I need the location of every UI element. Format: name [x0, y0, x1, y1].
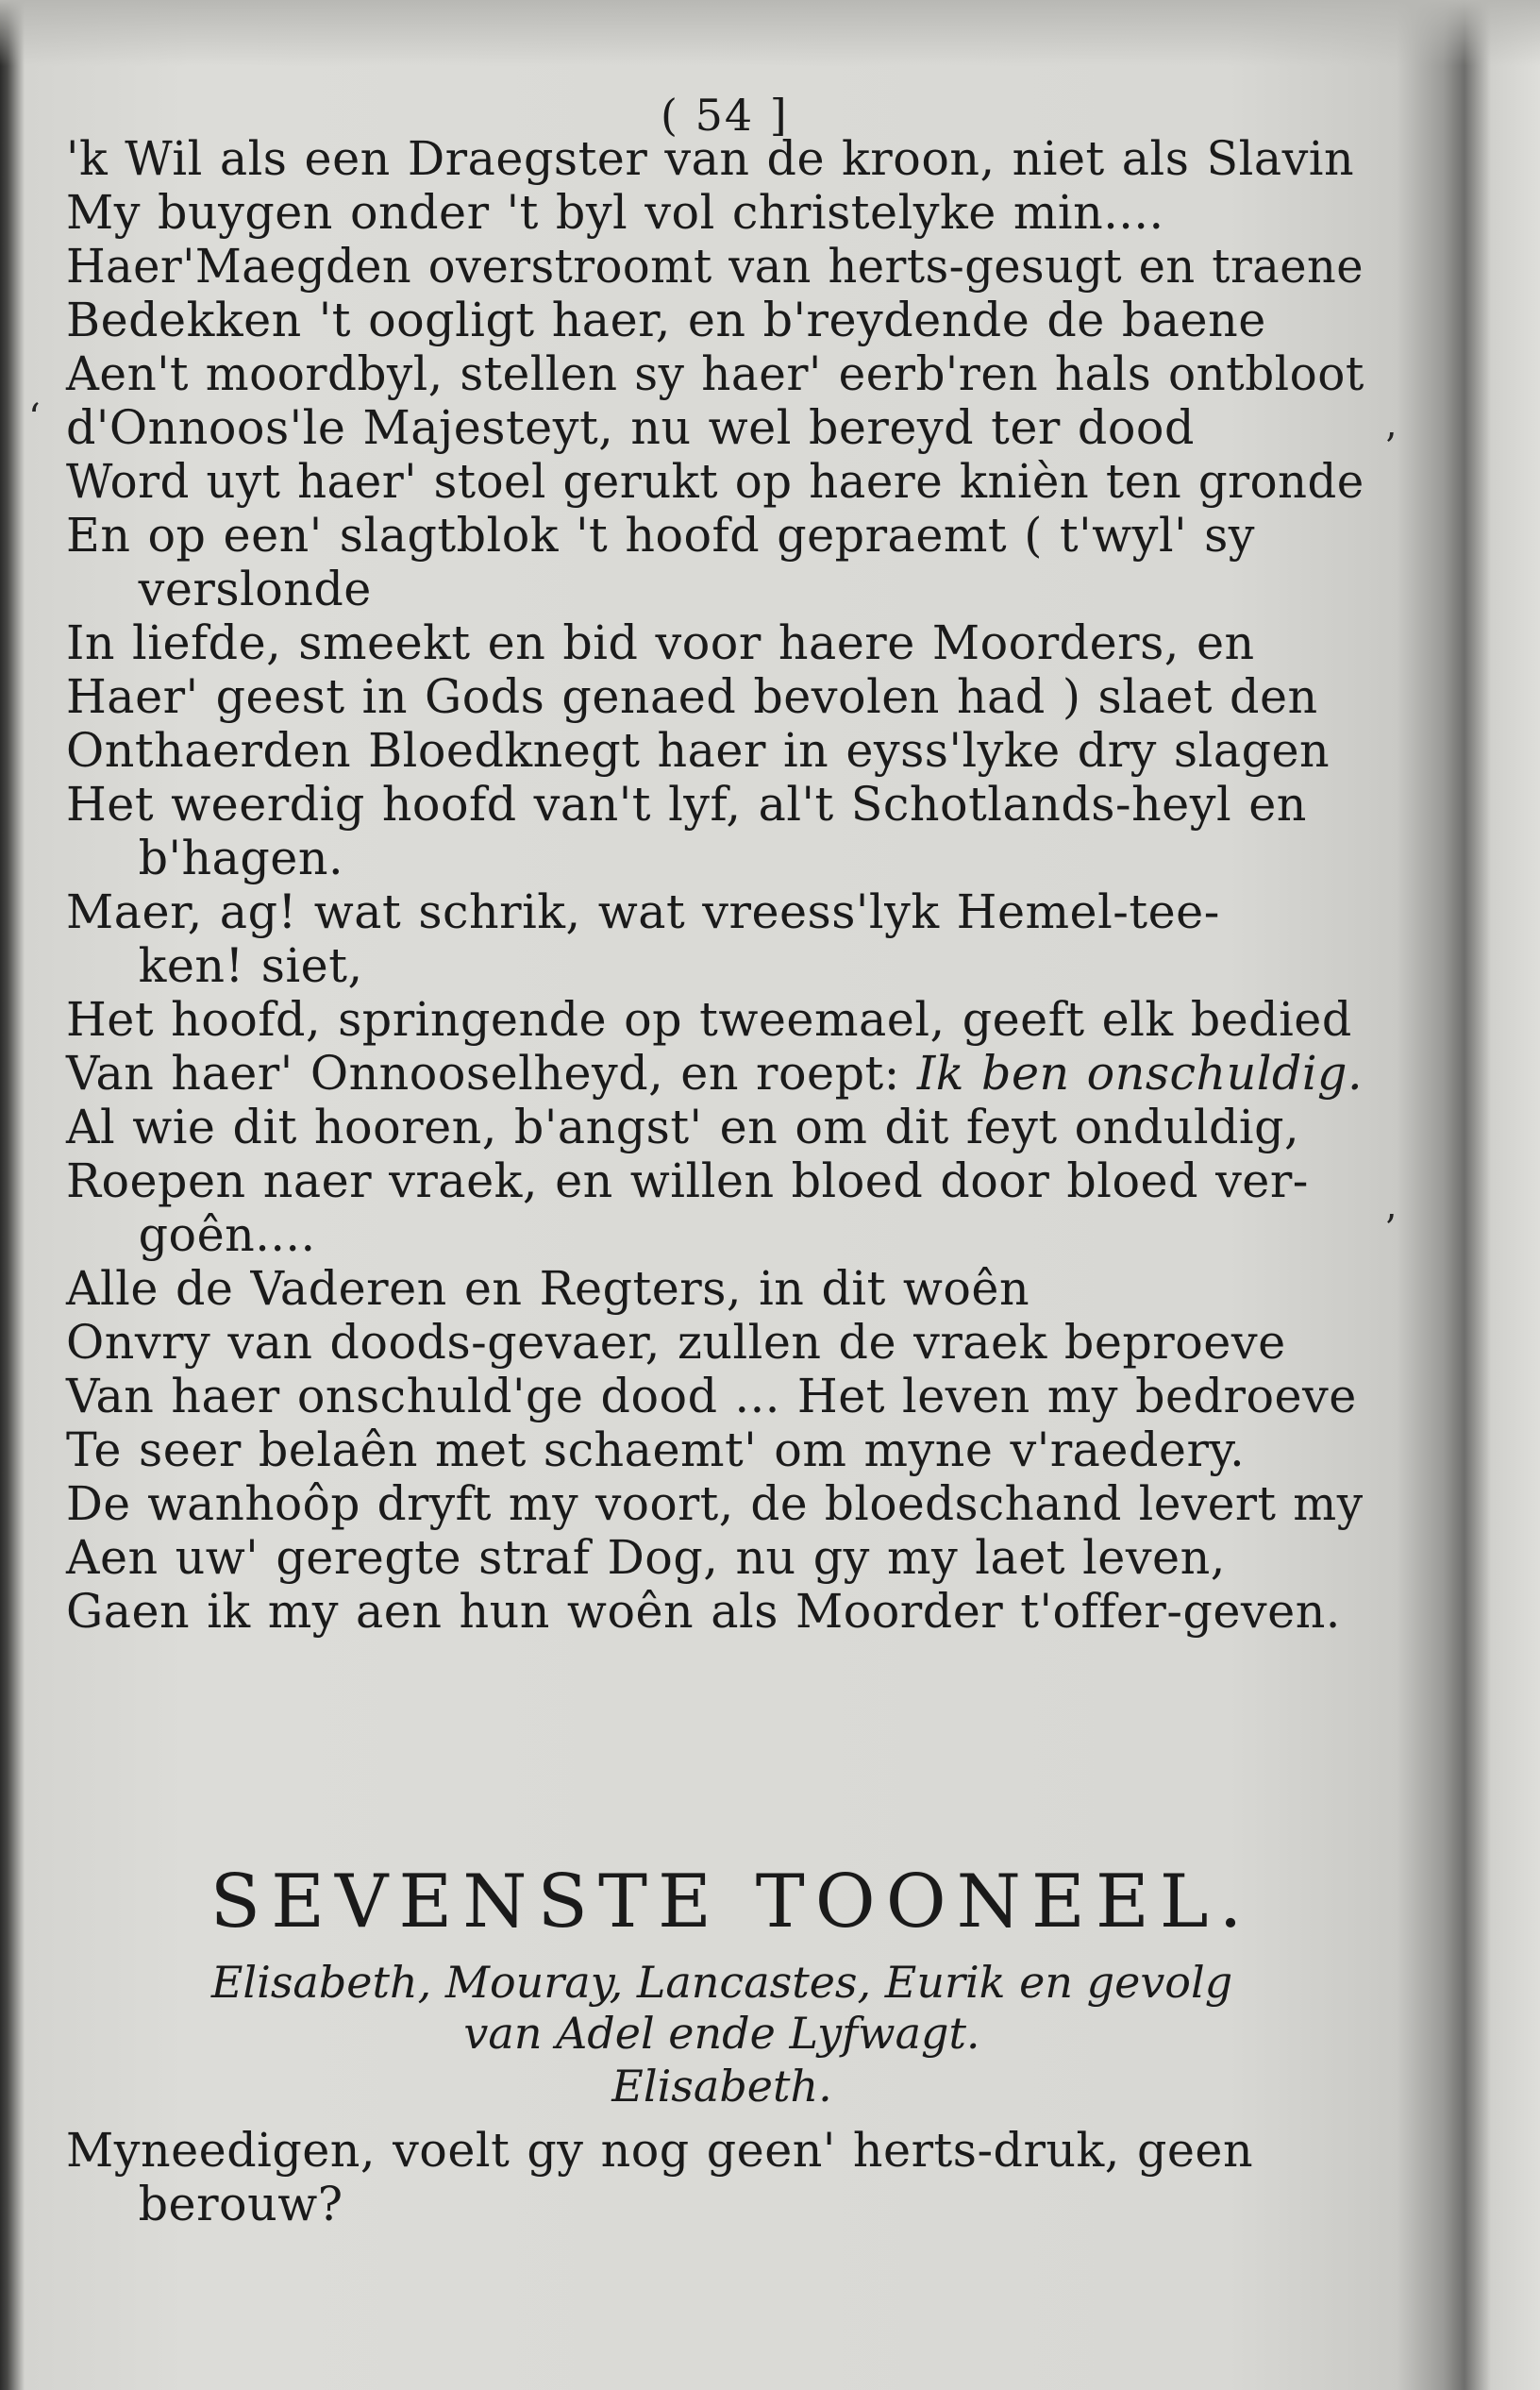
verse-line-text: 'k Wil als een Draegster van de kroon, niet als Slavin: [66, 131, 1355, 186]
verse-line: [66, 778, 1364, 832]
verse-line: [66, 724, 1364, 778]
verse-line-text: Gaen ik my aen hun woên als Moorder t'offer-geven.: [66, 1584, 1341, 1639]
speaker-name: Elisabeth.: [611, 2061, 832, 2112]
verse-line: [66, 1101, 1364, 1154]
verse-line: [66, 454, 1364, 509]
verse-line-text: Het hoofd, springende op tweemael, geeft elk bedied: [66, 992, 1352, 1047]
verse-line: [66, 401, 1364, 455]
verse-line-text: Alle de Vaderen en Regters, in dit woên: [66, 1261, 1030, 1316]
verse-line-text: De wanhoôp dryft my voort, de bloedschand levert my: [66, 1476, 1364, 1531]
verse-line: [66, 2124, 1364, 2178]
verse-line: [66, 1585, 1364, 1639]
verse-line: [66, 294, 1364, 347]
verse-line: [66, 616, 1364, 670]
verse-line: [66, 509, 1364, 563]
margin-mark: ʻ: [28, 396, 41, 440]
verse-line-text: d'Onnoos'le Majesteyt, nu wel bereyd ter dood: [66, 400, 1195, 455]
verse-line: [66, 885, 1364, 939]
verse-line-text: Word uyt haer' stoel gerukt op haere knièn ten gronde: [66, 454, 1364, 509]
stage-direction-line: Elisabeth, Mouray, Lancastes, Eurik en gevolg: [210, 1957, 1233, 2008]
verse-line-text: Onthaerden Bloedknegt haer in eyss'lyke dry slagen: [66, 723, 1331, 778]
verse-line-text: In liefde, smeekt en bid voor haere Moorders, en: [66, 615, 1255, 670]
verse-line-continuation: [66, 1208, 1364, 1262]
verse-line-text: Aen uw' geregte straf Dog, nu gy my laet leven,: [66, 1530, 1226, 1585]
verse-line: [66, 1154, 1364, 1208]
verse-block: [66, 132, 1387, 1639]
verse-line: [66, 132, 1364, 186]
verse-line-text: Het weerdig hoofd van't lyf, al't Schotlands-heyl en: [66, 777, 1307, 832]
verse-line-text: Myneedigen, voelt gy nog geen' herts-druk, geen: [66, 2123, 1254, 2178]
verse-line-text: Haer'Maegden overstroomt van herts-gesugt en traene: [66, 239, 1364, 294]
verse-line-text: goên....: [138, 1207, 316, 1262]
verse-line-text: verslonde: [138, 562, 372, 616]
italic-quote: Ik ben onschuldig.: [916, 1046, 1364, 1101]
verse-line-text: My buygen onder 't byl vol christelyke min....: [66, 185, 1164, 240]
book-page: [57, 80, 1378, 2346]
verse-line-continuation: [66, 832, 1364, 885]
verse-line-text: Roepen naer vraek, en willen bloed door bloed ver-: [66, 1153, 1309, 1208]
verse-line: [66, 1531, 1364, 1585]
verse-line: [66, 670, 1364, 724]
verse-line-text: Bedekken 't oogligt haer, en b'reydende de baene: [66, 293, 1266, 347]
verse-line: [66, 186, 1364, 240]
verse-line-text: Haer' geest in Gods genaed bevolen had ) slaet den: [66, 669, 1318, 724]
verse-line: [66, 239, 1364, 294]
scene-heading: SEVENSTE TOONEEL.: [209, 1860, 1253, 1944]
verse-line: [66, 1262, 1364, 1316]
verse-line-text: Te seer belaên met schaemt' om myne v'raedery.: [66, 1422, 1246, 1477]
stage-direction-line: van Adel ende Lyfwagt.: [463, 2008, 980, 2059]
verse-line-text: Van haer' Onnooselheyd, en roept:: [66, 1046, 917, 1101]
verse-line-text: Maer, ag! wat schrik, wat vreess'lyk Hemel-tee-: [66, 884, 1220, 939]
verse-line-continuation: [66, 563, 1364, 616]
verse-line: [66, 993, 1364, 1047]
verse-line-continuation: [66, 2178, 1364, 2231]
verse-line-text: Aen't moordbyl, stellen sy haer' eerb'ren hals ontbloot: [66, 346, 1364, 401]
verse-line: [66, 1370, 1364, 1423]
page-number: ( 54 ]: [661, 90, 789, 141]
verse-line-text: Onvry van doods-gevaer, zullen de vraek beproeve: [66, 1315, 1286, 1370]
verse-line-text: Van haer onschuld'ge dood ... Het leven my bedroeve: [66, 1369, 1357, 1423]
verse-line-text: ken! siet,: [138, 938, 363, 993]
verse-line-text: Al wie dit hooren, b'angst' en om dit feyt onduldig,: [66, 1100, 1300, 1154]
verse-line: [66, 346, 1364, 401]
verse-line-continuation: [66, 939, 1364, 993]
stage-direction: [66, 1957, 1378, 2059]
verse-line: [66, 1476, 1364, 1531]
verse-line-text: b'hagen.: [138, 831, 344, 885]
verse-line-text: En op een' slagtblok 't hoofd gepraemt ( t'wyl' sy: [66, 508, 1256, 563]
margin-mark: ʼ: [1383, 427, 1396, 470]
verse-line: [66, 1316, 1364, 1370]
closing-verse-block: [66, 2124, 1387, 2231]
margin-mark: ʼ: [1383, 1208, 1396, 1252]
verse-line-text: berouw?: [138, 2177, 343, 2231]
verse-line: [66, 1423, 1364, 1477]
verse-line: [66, 1047, 1364, 1101]
